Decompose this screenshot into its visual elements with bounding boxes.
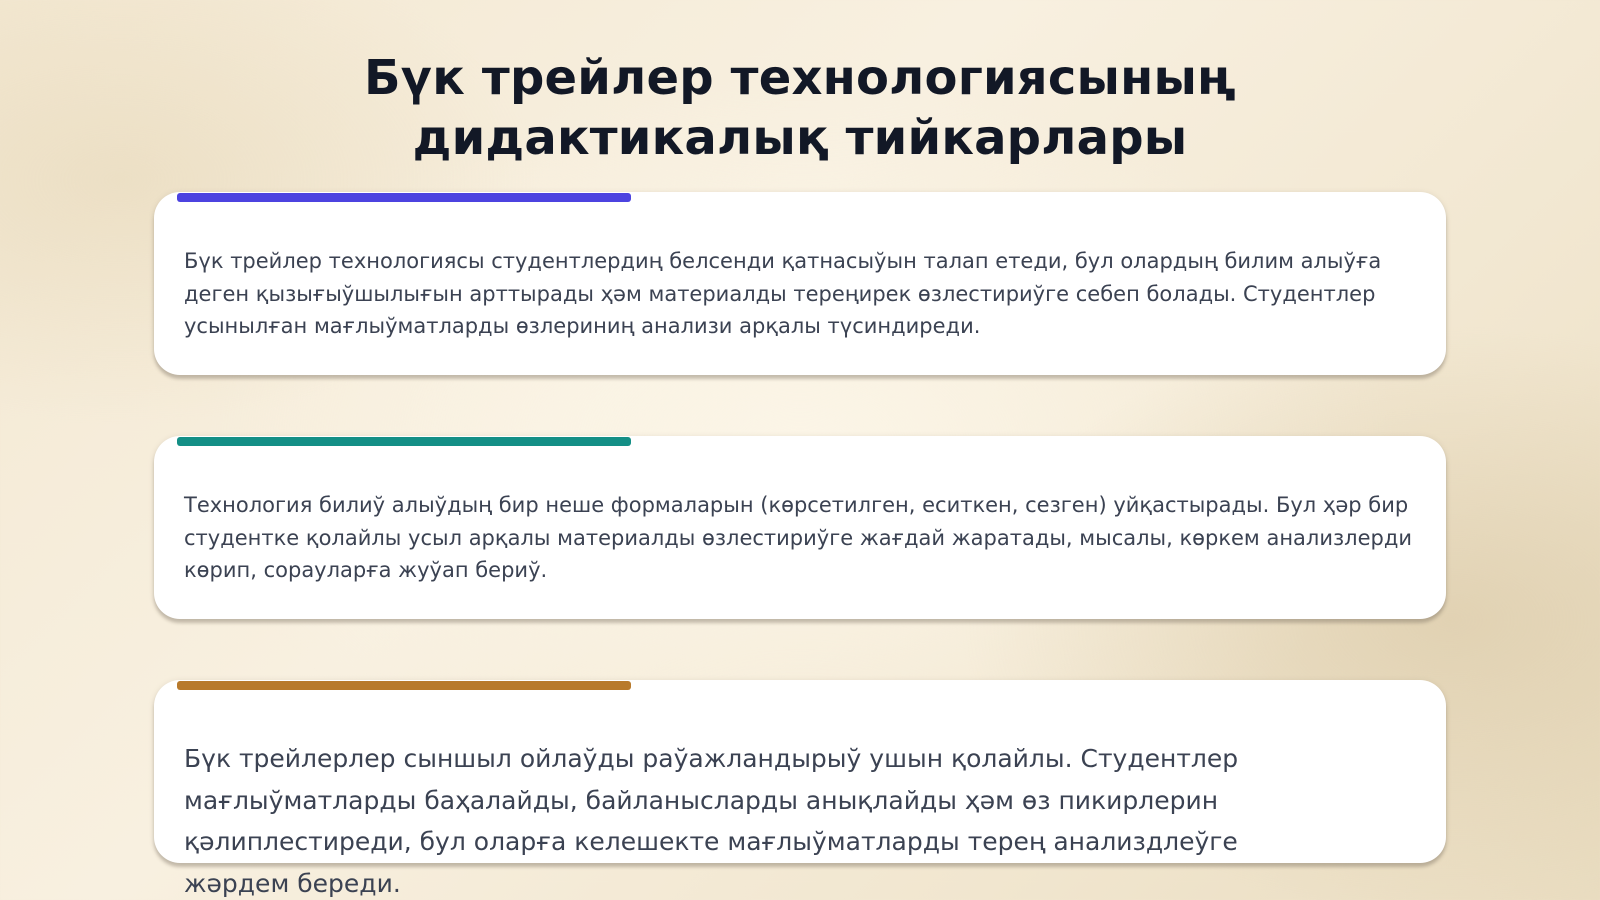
card-accent-bar-2 [177,437,631,446]
card-text-2: Технология билиў алыўдың бир неше формаларын (көрсетилген, еситкен, сезген) уйқастырады. Бул ҳәр бир студентке қолайлы усыл арқалы материалды өзлестириўге жағдай жаратады, мысалы, көркем анализлерди көрип, сорауларға жуўап бериў. [184,493,1412,582]
card-text-1: Бүк трейлер технологиясы студентлердиң белсенди қатнасыўын талап етеди, бул олардың билим алыўға деген қызығыўшылығын арттырады ҳәм материалды тереңирек өзлестириўге себеп болады. Студентлер усынылған мағлыўматларды өзлериниң анализи арқалы түсиндиреди. [184,249,1382,338]
card-accent-bar-1 [177,193,631,202]
card-text-3: Бүк трейлерлер сыншыл ойлаўды раўажландырыў ушын қолайлы. Студентлер мағлыўматларды баҳалайды, байланысларды анықлайды ҳәм өз пикирлерин қәлиплестиреди, бул оларға келешекте мағлыўматларды терең анализдлеўге жәрдем береди. [184,744,1239,898]
card-accent-bar-3 [177,681,631,690]
slide-title: Бүк трейлер технологиясының дидактикалық тийкарлары [363,50,1237,166]
